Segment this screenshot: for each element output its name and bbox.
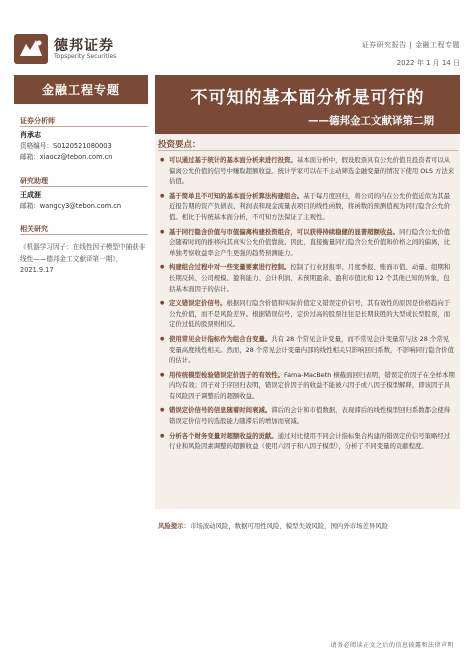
divider: [20, 126, 148, 127]
disclaimer-footer: 请务必阅读正文之后的信息披露和法律声明: [330, 642, 454, 649]
key-point: ● 基于同行隐含价值与市值偏离构建投资组合，可以获得持续稳健的显著超额收益。同行隐含公允价值会随着时间的推移向其真实公允价值靠拢。因此，直接衡量同行隐含公允价值和价格之间的偏离，比单独考察收益率会产生更强的趋势预测能力。: [160, 227, 455, 259]
analyst-name: 肖承志: [20, 131, 41, 139]
assistant-heading: 研究助理: [20, 177, 48, 185]
assistant-email[interactable]: 邮箱：wangcy3@tebon.com.cn: [20, 202, 122, 210]
key-point: ● 基于简单且不可知的基本面分析算法构建组合。基于每月度回归，将公司的内在公允价值近似为其最近报告期的资产负债表、利润表和现金流量表项目的线性函数，将函数的预测值视为同行隐含公允价值。相比于传统基本面分析，不可知方法保证了主观性。: [160, 191, 455, 223]
analyst-email[interactable]: 邮箱：xiaocz@tebon.com.cn: [20, 153, 113, 161]
related-heading: 相关研究: [20, 225, 48, 233]
analyst-cert: 资格编号：S0120521080003: [20, 142, 112, 150]
title-banner: [155, 75, 460, 134]
report-date: 2022 年 1 月 14 日: [396, 59, 460, 67]
key-point: ● 可以通过基于统计的基本面分析来进行投资。基本面分析中，假设股票具有公允价值且投资者可以从偏离公允价值的信号中赚取超额收益。统计学家可以在不主动筛选金融变量的情况下使用 OLS 方法来估值。: [160, 155, 455, 187]
analyst-heading: 证券分析师: [20, 117, 55, 125]
divider: [158, 150, 458, 151]
company-logo: [14, 32, 164, 66]
related-research[interactable]: 《机器学习因子：在线性因子模型中捕获非线性——德邦金工文献译第一期》，2021.9.17: [20, 243, 146, 274]
divider: [20, 234, 148, 235]
divider: [20, 186, 148, 187]
logo-text-cn: 德邦证券: [54, 38, 114, 54]
key-point: ● 定义错误定价信号。根据同行隐含价值和实际价值定义错误定价信号，其有效性的原因是价格趋向于公允价值，而不是风险差异。根据错误信号，定价过高的股票往往是长期获胜的大型成长型股票，而定价过低的股票则相反。: [160, 298, 455, 330]
assistant-name: 王成涯: [20, 191, 41, 199]
key-point: ● 使用常见会计指标作为组合自变量。共有 28 个常见会计变量，而不常见会计变量常与这 28 个常见变量高度线性相关。然而，28 个常见会计变量内部的线性相关只影响回归系数，不影响同行隐含价值的估计。: [160, 334, 455, 366]
report-subtitle: ——德邦金工文献译第二期: [308, 115, 434, 127]
logo-mark-icon: [14, 34, 48, 64]
analyst-info: [20, 130, 112, 163]
key-points-heading: 投资要点：: [158, 140, 201, 150]
section-banner: 金融工程专题: [14, 75, 148, 104]
report-title: 不可知的基本面分析是可行的: [190, 88, 425, 108]
key-point: ● 错误定价信号的信息随着时间衰减。滞后的会计和市值数据，表现滞后的线性模型回归系数都会使得错误定价信号的选股能力随滞后的增加而衰减。: [160, 405, 455, 426]
risk-warning: 风险提示：市场波动风险，数据可用性风险，模型失效风险，国内外市场差异风险: [158, 522, 389, 530]
assistant-info: [20, 190, 121, 212]
key-point: ● 构建组合过程中对一些变量要素进行控制。控制了行业回报率、月度季报、账面市值、动量、组期和长期反转、公司规模、盈利能力、会计利润、未预期盈余、盈利市值比和 12 个其他已知的异象，包括基本面因子的估计。: [160, 262, 455, 294]
key-point: ● 分析各个财务变量对超额收益的贡献。通过对比使用不同会计指标集合构建的错误定价信号策略经过行业和风险因素调整的超额收益（使用六因子和八因子模型），分析了不同变量的贡献程度。: [160, 431, 455, 452]
key-point: ● 用传统模型检验错误定价因子的有效性。Fama-MacBeth 横截面回归表明，错误定价因子在全样本期内均有效；因子对于序回归表明，错误定价因子的收益不能被六因子或八因子模型解释，即该因子具有风险因子调整后的超额收益。: [160, 370, 455, 402]
report-category: 证券研究报告 | 金融工程专题: [361, 41, 460, 49]
logo-text-en: Topsperity Securities: [54, 53, 117, 60]
key-points-list: [160, 155, 455, 456]
